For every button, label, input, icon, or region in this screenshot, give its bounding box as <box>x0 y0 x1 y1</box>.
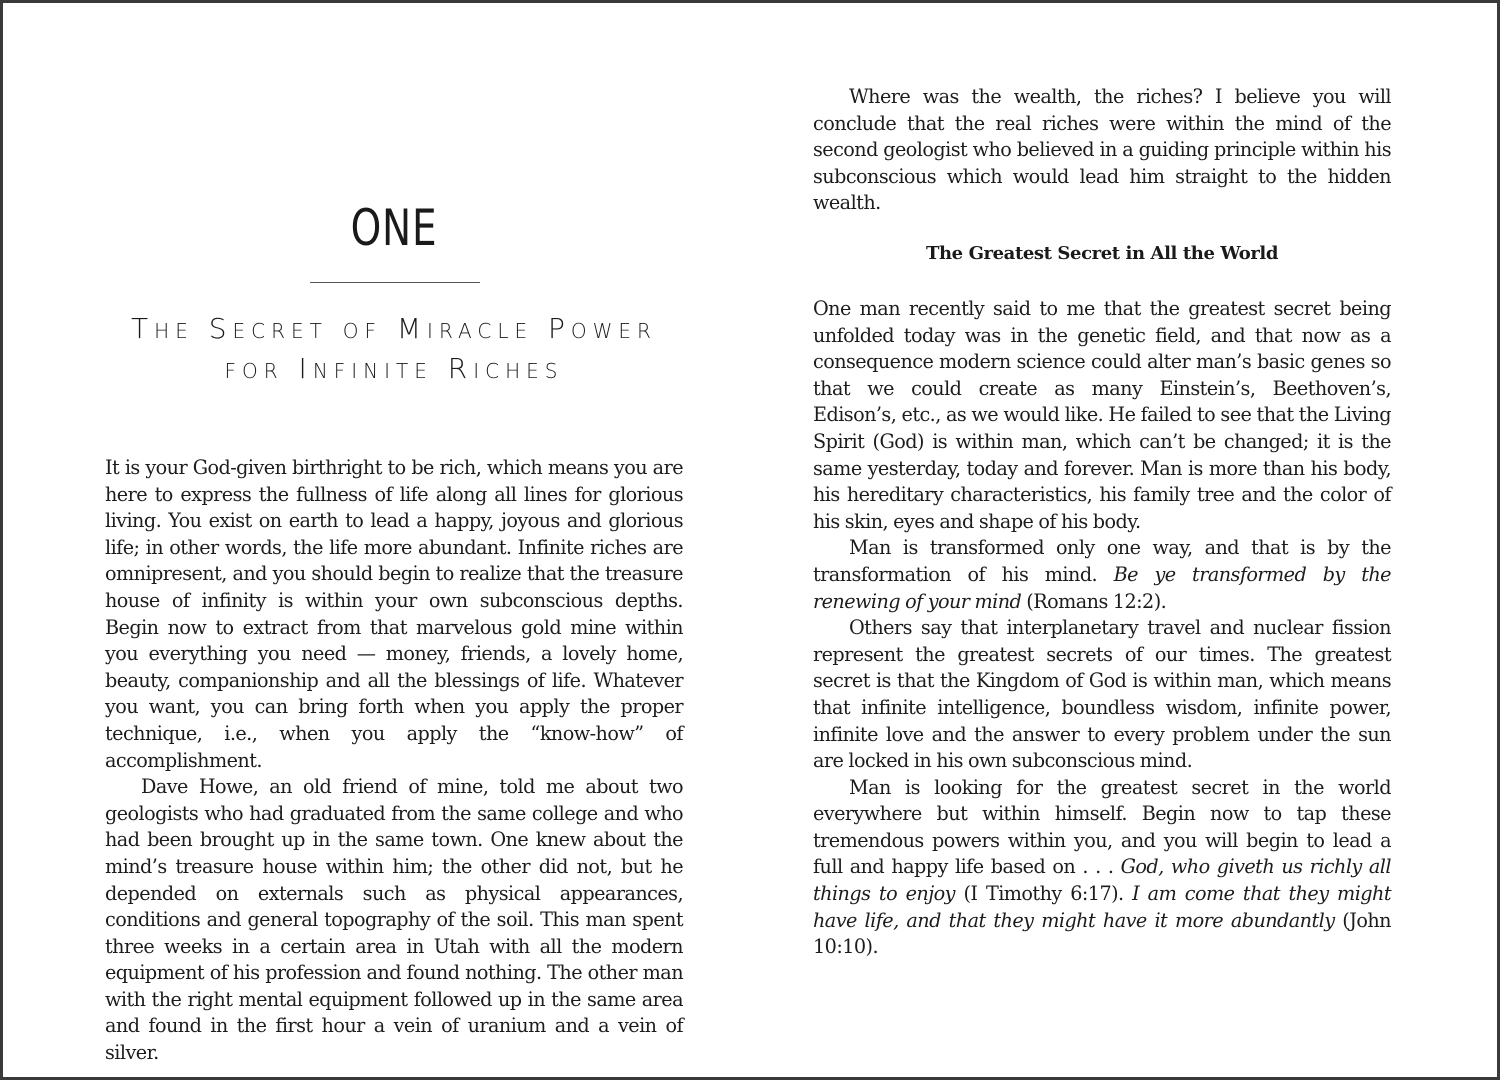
paragraph: Dave Howe, an old friend of mine, told me about two geologists who had graduated from the same college and who had been brought up in the same town. One knew about the mind’s treasure house within him; the other did not, but he depended on externals such as physical appearances, conditions and general topography of the soil. This man spent three weeks in a certain area in Utah with all the modern equipment of his profession and found nothing. The other man with the right mental equipment followed up in the same area and found in the first hour a vein of uranium and a vein of silver. <box>105 775 683 1065</box>
paragraph: It is your God-given birthright to be rich, which means you are here to express the fullness of life along all lines for glorious living. You exist on earth to lead a happy, joyous and glorious life; in other words, the life more abundant. Infinite riches are omnipresent, and you should begin to realize that the treasure house of infinity is within your own subconscious depths. Begin now to extract from that marvelous gold mine within you everything you need — money, friends, a lovely home, beauty, companionship and all the blessings of life. Whatever you want, you can bring forth when you apply the proper technique, i.e., when you apply the “know-how” of accomplishment. <box>105 456 683 772</box>
chapter-divider <box>310 282 480 283</box>
scripture-quote: God, who giveth us richly all things to enjoy <box>813 855 1391 906</box>
chapter-title <box>105 309 683 389</box>
right-body-text <box>813 296 1391 961</box>
scripture-reference: (John 10:10). <box>813 908 1391 959</box>
paragraph-text: Man is transformed only one way, and that is by the transformation of his mind. <box>813 536 1391 586</box>
paragraph-text: Man is looking for the greatest secret in the world everywhere but within himself. Begin now to tap these tremendous powers within you, and you will begin to lead a full and happy life based on . . . <box>813 775 1391 879</box>
right-top-text <box>813 84 1391 217</box>
paragraph <box>813 775 1391 961</box>
paragraph: One man recently said to me that the greatest secret being unfolded today was in the genetic field, and that now as a consequence modern science could alter man’s basic genes so that we could create as many Einstein’s, Beethoven’s, Edison’s, etc., as we would like. He failed to see that the Living Spirit (God) is within man, which can’t be changed; it is the same yesterday, today and forever. Man is more than his body, his hereditary characteristics, his family tree and the color of his skin, eyes and shape of his body. <box>813 297 1391 533</box>
paragraph: Where was the wealth, the riches? I believe you will conclude that the real riches were within the mind of the second geologist who believed in a guiding principle within his subconscious which would lead him straight to the hidden wealth. <box>813 85 1391 215</box>
scripture-reference: (I Timothy 6:17). <box>954 882 1133 906</box>
scripture-quote: Be ye transformed by the renewing of your mind <box>813 562 1391 613</box>
scripture-quote: I am come that they might have life, and that they might have it more abundantly <box>813 882 1391 932</box>
scripture-reference: (Romans 12:2). <box>1021 589 1167 613</box>
left-body-text <box>105 455 683 1067</box>
chapter-title-line-1: The Secret of Miracle Power <box>131 312 657 345</box>
paragraph: Others say that interplanetary travel and nuclear fission represent the greatest secrets of our times. The greatest secret is that the Kingdom of God is within man, which means that infinite intelligence, boundless wisdom, infinite power, infinite love and the answer to every problem under the sun are locked in his own subconscious mind. <box>813 616 1391 773</box>
chapter-title-line-2: for Infinite Riches <box>224 352 564 385</box>
section-heading: The Greatest Secret in All the World <box>925 243 1279 264</box>
paragraph <box>813 535 1391 615</box>
chapter-number: ONE <box>350 199 438 257</box>
